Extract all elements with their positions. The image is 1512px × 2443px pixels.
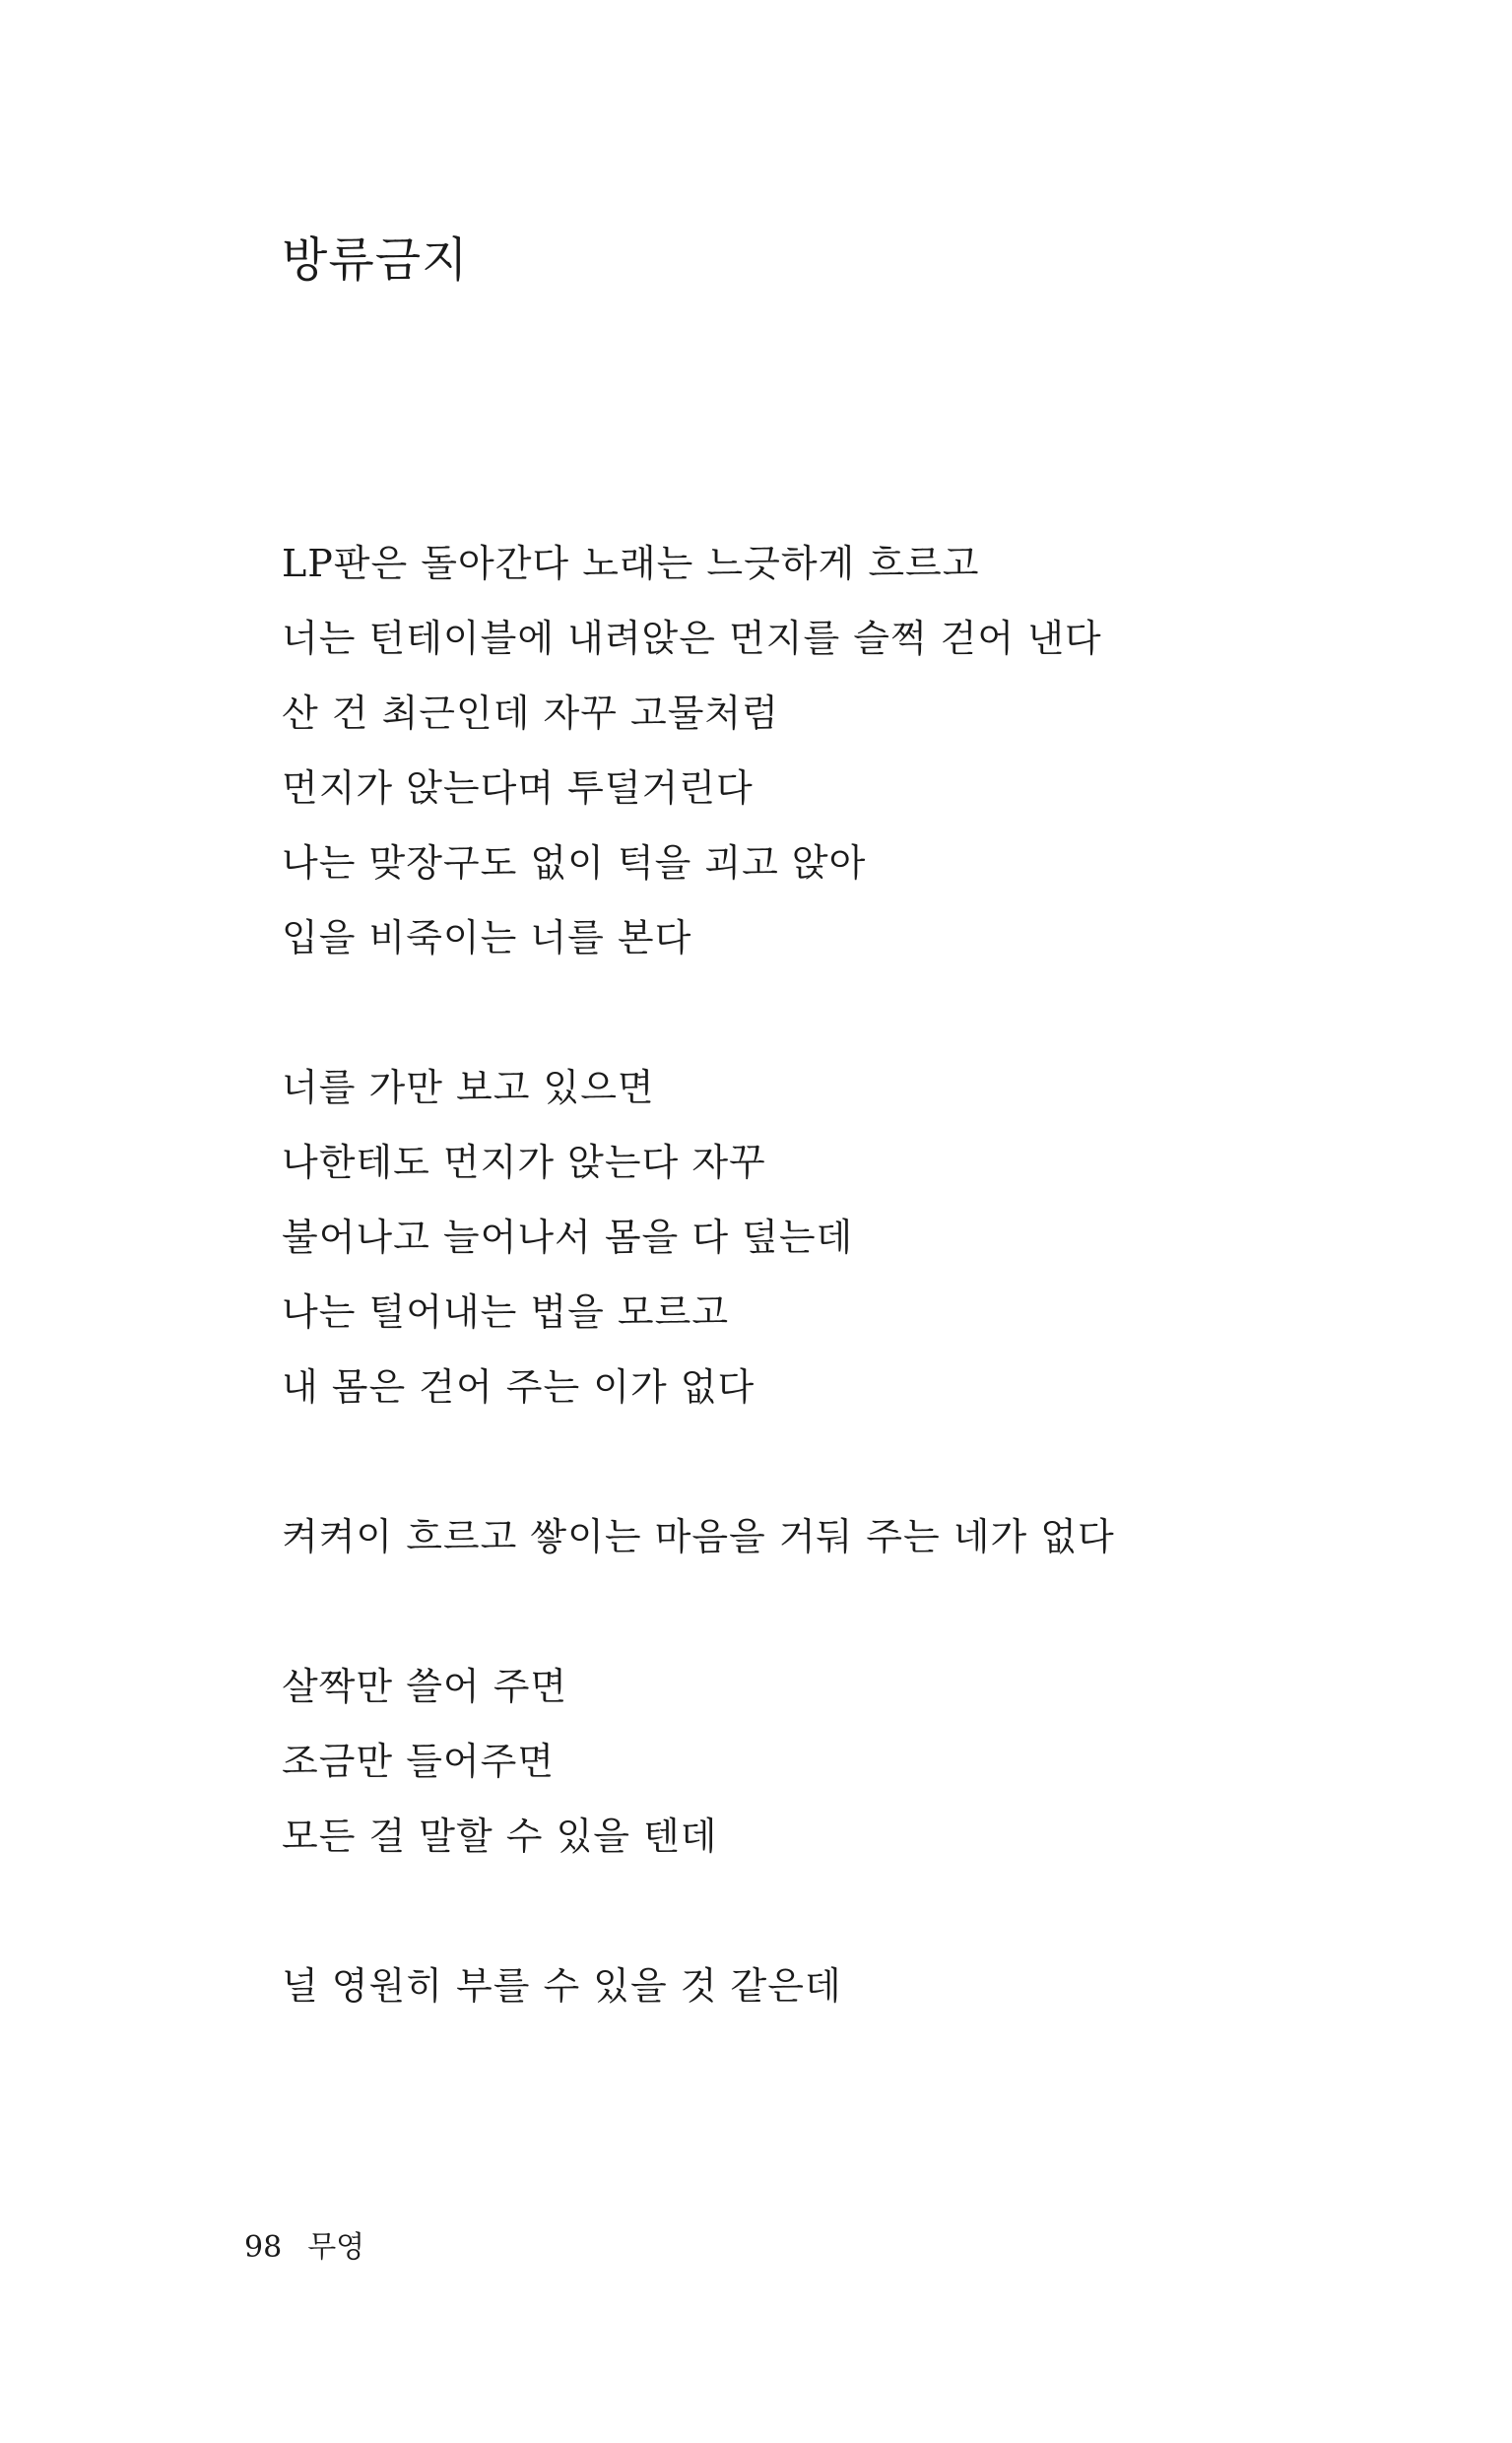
poem-line: 나는 털어내는 법을 모르고 bbox=[282, 1290, 730, 1334]
page-footer bbox=[244, 2228, 364, 2268]
stanza bbox=[282, 1956, 1267, 2031]
stanza-break bbox=[282, 1882, 1267, 1956]
poem-line: 조금만 들어주면 bbox=[282, 1740, 556, 1783]
stanza bbox=[282, 1507, 1267, 1582]
stanza-break bbox=[282, 1582, 1267, 1657]
stanza bbox=[282, 534, 1267, 983]
poem-line: 내 몸은 걷어 주는 이가 없다 bbox=[282, 1365, 756, 1409]
page-number: 98 bbox=[244, 2230, 283, 2265]
stanza bbox=[282, 1058, 1267, 1432]
stanza bbox=[282, 1657, 1267, 1882]
poem-line: 나는 맞장구도 없이 턱을 괴고 앉아 bbox=[282, 841, 867, 885]
poem-line: 켜켜이 흐르고 쌓이는 마음을 거둬 주는 네가 없다 bbox=[282, 1515, 1115, 1558]
poem-line: 입을 비죽이는 너를 본다 bbox=[282, 916, 692, 959]
poem-line: LP판은 돌아간다 노래는 느긋하게 흐르고 bbox=[282, 542, 980, 585]
stanza-break bbox=[282, 983, 1267, 1058]
poem-line: 모든 걸 말할 수 있을 텐데 bbox=[282, 1815, 718, 1858]
poem-line: 불어나고 늘어나서 몸을 다 덮는데 bbox=[282, 1216, 854, 1259]
poem-line: 살짝만 쓸어 주면 bbox=[282, 1665, 568, 1708]
running-title: 무영 bbox=[307, 2230, 365, 2265]
poem-line: 널 영원히 부를 수 있을 것 같은데 bbox=[282, 1964, 842, 2008]
poem-body bbox=[282, 534, 1267, 2031]
poem-line: 산 건 최근인데 자꾸 고물처럼 bbox=[282, 692, 779, 735]
poem-line: 먼지가 앉는다며 투덜거린다 bbox=[282, 766, 754, 810]
poem-line: 너는 턴테이블에 내려앉은 먼지를 슬쩍 걷어 낸다 bbox=[282, 617, 1102, 660]
stanza-break bbox=[282, 1432, 1267, 1507]
poem-line: 나한테도 먼지가 앉는다 자꾸 bbox=[282, 1141, 766, 1184]
poem-title: 방류금지 bbox=[282, 232, 469, 288]
poem-line: 너를 가만 보고 있으면 bbox=[282, 1066, 655, 1109]
